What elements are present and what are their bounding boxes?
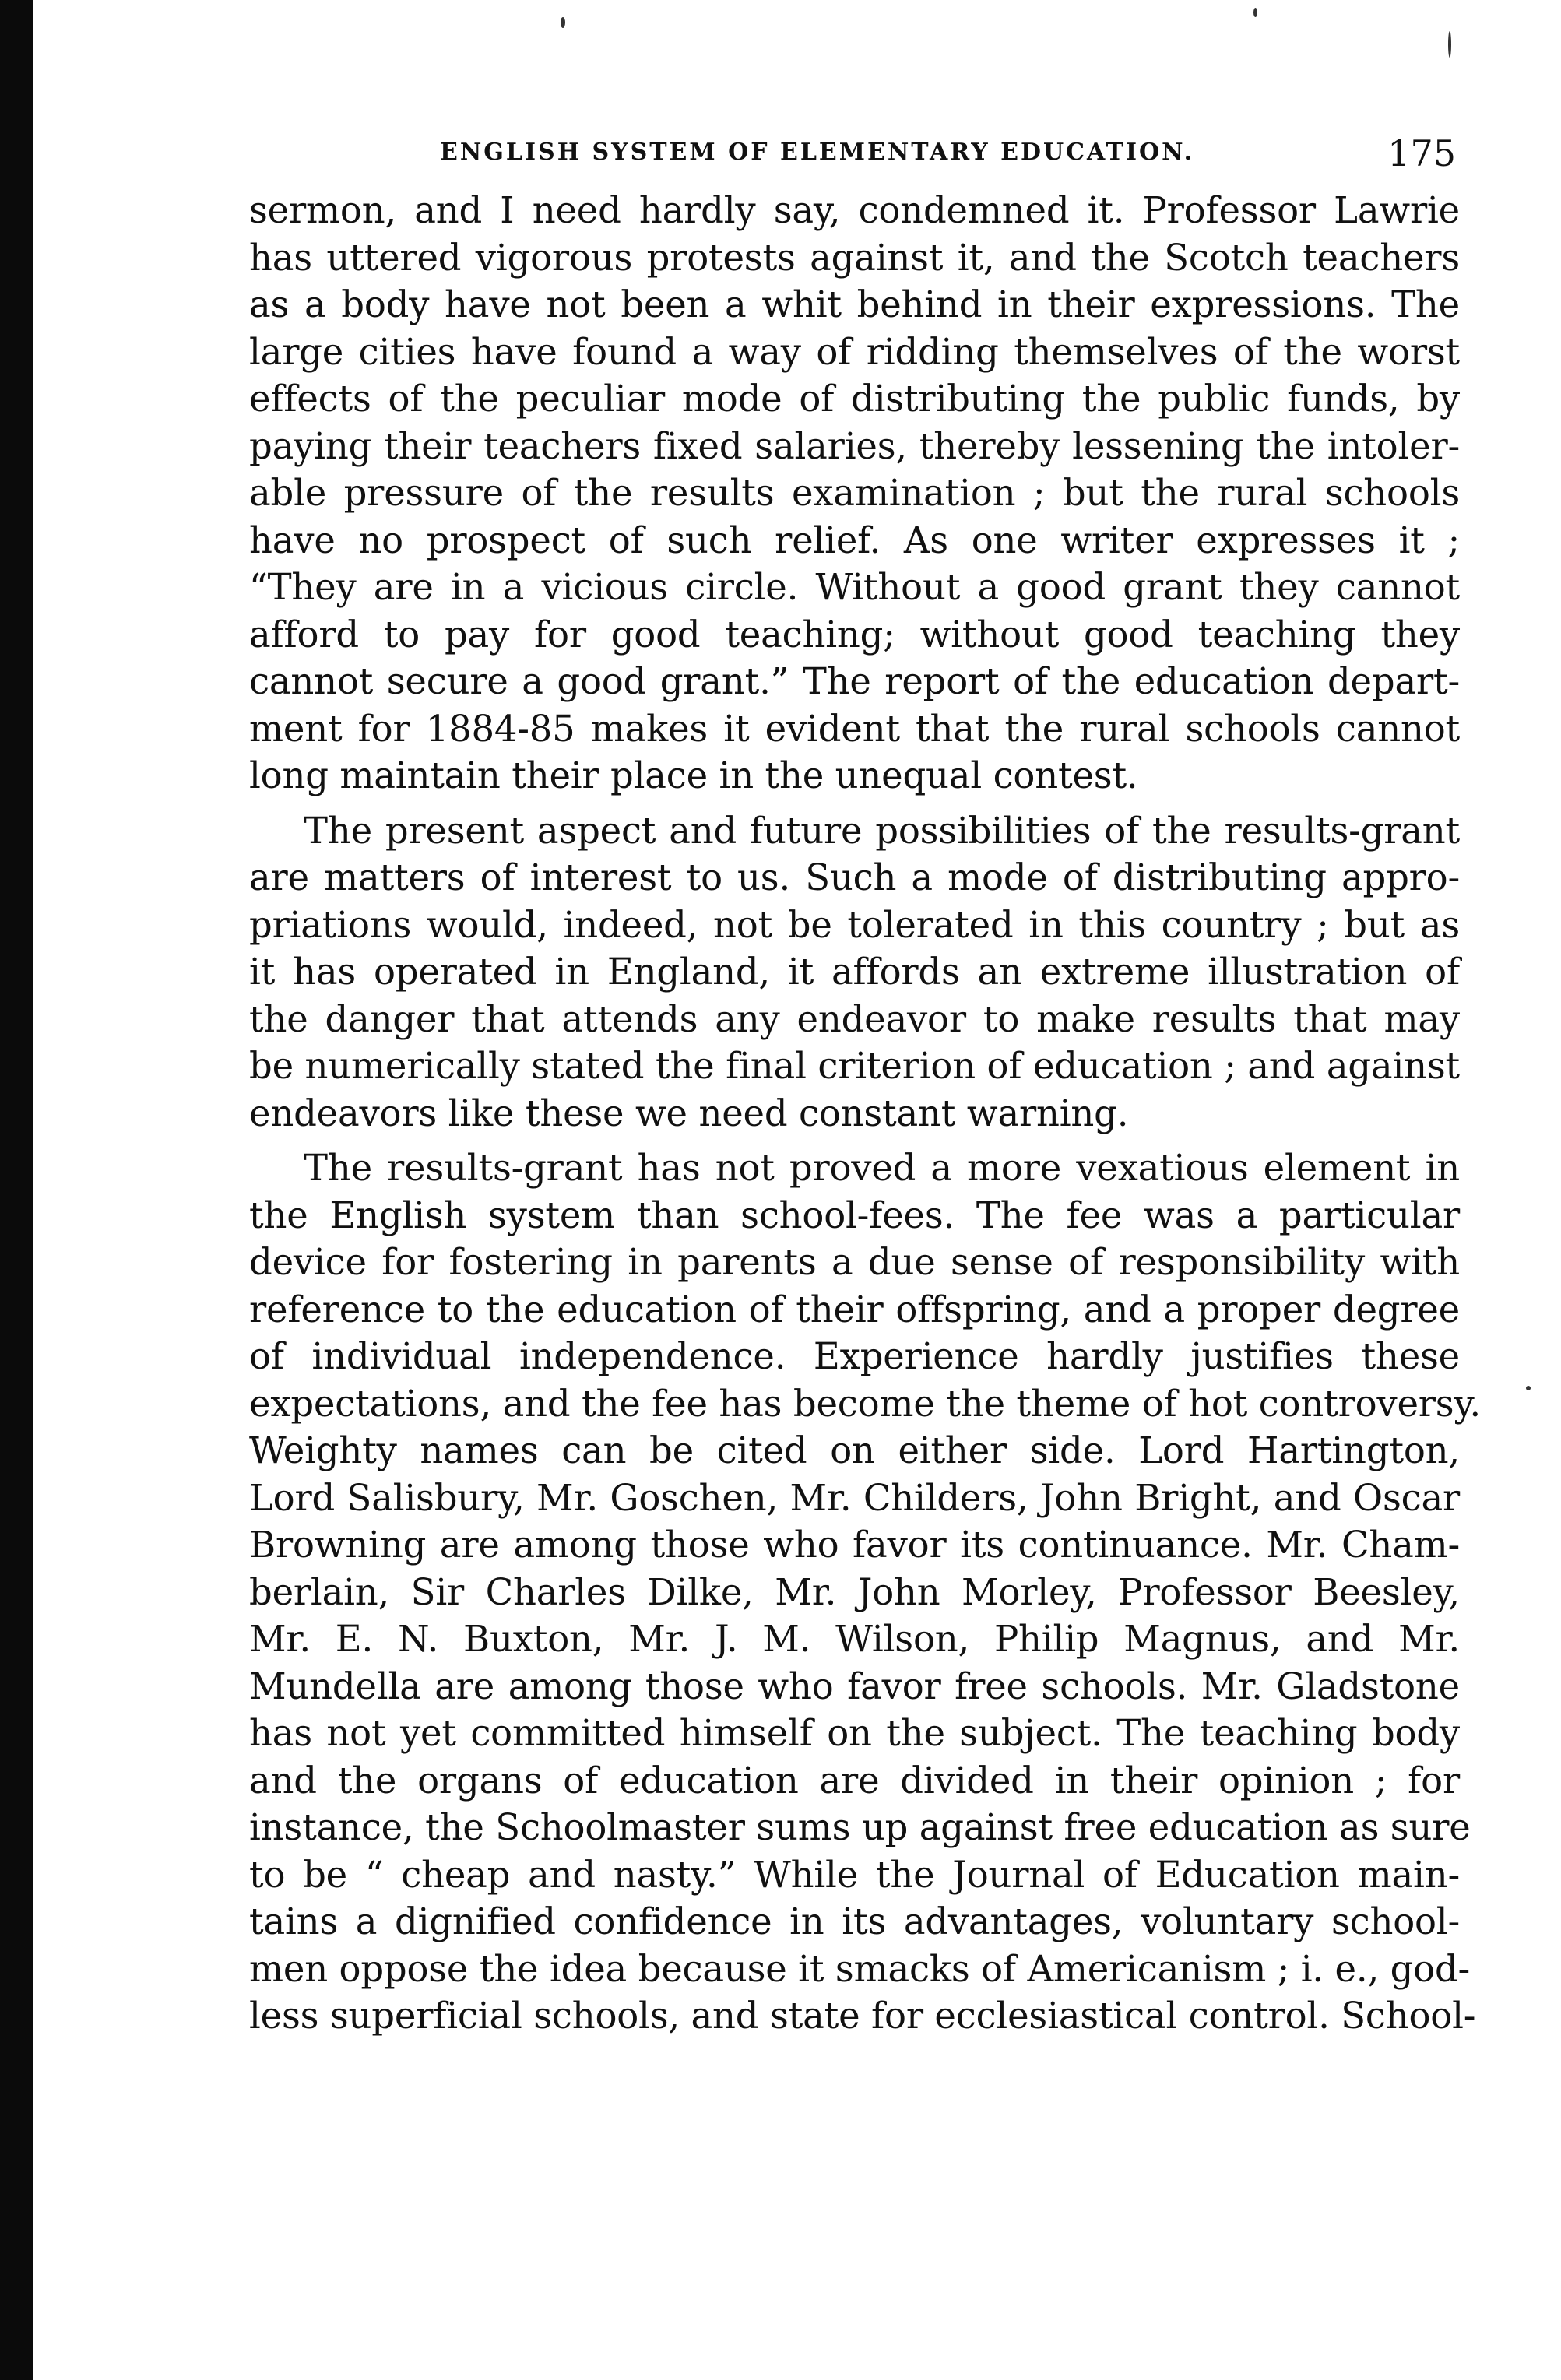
paragraph xyxy=(249,1144,1481,2040)
text-line: has not yet committed himself on the subject. The teaching body xyxy=(249,1712,1460,1754)
text-line: device for fostering in parents a due sense of responsibility with xyxy=(249,1241,1460,1283)
text-line: berlain, Sir Charles Dilke, Mr. John Morley, Professor Beesley, xyxy=(249,1570,1460,1613)
text-line: are matters of interest to us. Such a mode of distributing appro- xyxy=(249,856,1460,898)
text-line: The results-grant has not proved a more vexatious element in xyxy=(304,1147,1460,1189)
text-line: ment for 1884-85 makes it evident that the rural schools cannot xyxy=(249,707,1460,750)
paragraph xyxy=(249,187,1460,800)
text-line: able pressure of the results examination ; but the rural schools xyxy=(249,472,1460,514)
text-line: sermon, and I need hardly say, condemned it. Professor Lawrie xyxy=(249,189,1460,231)
page-header xyxy=(249,132,1460,179)
text-line: to be “ cheap and nasty.” While the Journal of Education main- xyxy=(249,1853,1460,1896)
text-line: and the organs of education are divided in their opinion ; for xyxy=(249,1759,1460,1802)
text-line: Lord Salisbury, Mr. Goschen, Mr. Childers, John Bright, and Oscar xyxy=(249,1476,1460,1519)
text-line: Mr. E. N. Buxton, Mr. J. M. Wilson, Philip Magnus, and Mr. xyxy=(249,1618,1460,1660)
text-line: it has operated in England, it affords an extreme illustration of xyxy=(249,951,1460,993)
text-line: Weighty names can be cited on either side. Lord Hartington, xyxy=(249,1429,1460,1471)
text-line: have no prospect of such relief. As one writer expresses it ; xyxy=(249,519,1460,561)
text-line: “They are in a vicious circle. Without a good grant they cannot xyxy=(249,566,1460,608)
text-line: instance, the Schoolmaster sums up against free education as sure xyxy=(249,1806,1471,1848)
text-line: men oppose the idea because it smacks of Americanism ; i. e., god- xyxy=(249,1947,1471,1990)
text-line: effects of the peculiar mode of distributing the public funds, by xyxy=(249,378,1460,420)
scan-speck xyxy=(1526,1386,1531,1390)
book-page xyxy=(249,132,1481,2048)
text-line: tains a dignified confidence in its advantages, voluntary school- xyxy=(249,1900,1460,1942)
scan-speck xyxy=(1253,8,1257,17)
text-line: the danger that attends any endeavor to make results that may xyxy=(249,997,1460,1040)
text-line: expectations, and the fee has become the theme of hot controversy. xyxy=(249,1382,1481,1425)
text-line: Browning are among those who favor its continuance. Mr. Cham- xyxy=(249,1524,1460,1566)
text-line: endeavors like these we need constant warning. xyxy=(249,1092,1129,1134)
text-line: be numerically stated the final criterion of education ; and against xyxy=(249,1045,1460,1087)
paragraph xyxy=(249,807,1460,1137)
text-line: large cities have found a way of ridding themselves of the worst xyxy=(249,330,1460,373)
text-line: cannot secure a good grant.” The report of the education depart- xyxy=(249,660,1460,702)
text-line: of individual independence. Experience hardly justifies these xyxy=(249,1335,1460,1377)
text-line: afford to pay for good teaching; without good teaching they xyxy=(249,613,1460,656)
text-line: the English system than school-fees. The fee was a particular xyxy=(249,1194,1460,1236)
scan-speck xyxy=(1448,31,1451,58)
text-line: The present aspect and future possibilities of the results-grant xyxy=(304,809,1460,852)
text-line: priations would, indeed, not be tolerated in this country ; but as xyxy=(249,903,1460,946)
scan-speck xyxy=(561,17,565,28)
text-line: long maintain their place in the unequal contest. xyxy=(249,754,1138,796)
text-line: has uttered vigorous protests against it, and the Scotch teachers xyxy=(249,236,1460,279)
text-line: less superficial schools, and state for ecclesiastical control. School- xyxy=(249,1995,1476,2037)
text-line: paying their teachers fixed salaries, thereby lessening the intoler- xyxy=(249,424,1460,467)
text-line: Mundella are among those who favor free schools. Mr. Gladstone xyxy=(249,1665,1460,1707)
text-line: as a body have not been a whit behind in their expressions. The xyxy=(249,283,1460,325)
body-text xyxy=(249,187,1481,2040)
running-title: ENGLISH SYSTEM OF ELEMENTARY EDUCATION. xyxy=(440,139,1195,166)
page-number: 175 xyxy=(1387,132,1456,174)
scan-edge xyxy=(0,0,33,2380)
text-line: reference to the education of their offspring, and a proper degree xyxy=(249,1288,1460,1331)
